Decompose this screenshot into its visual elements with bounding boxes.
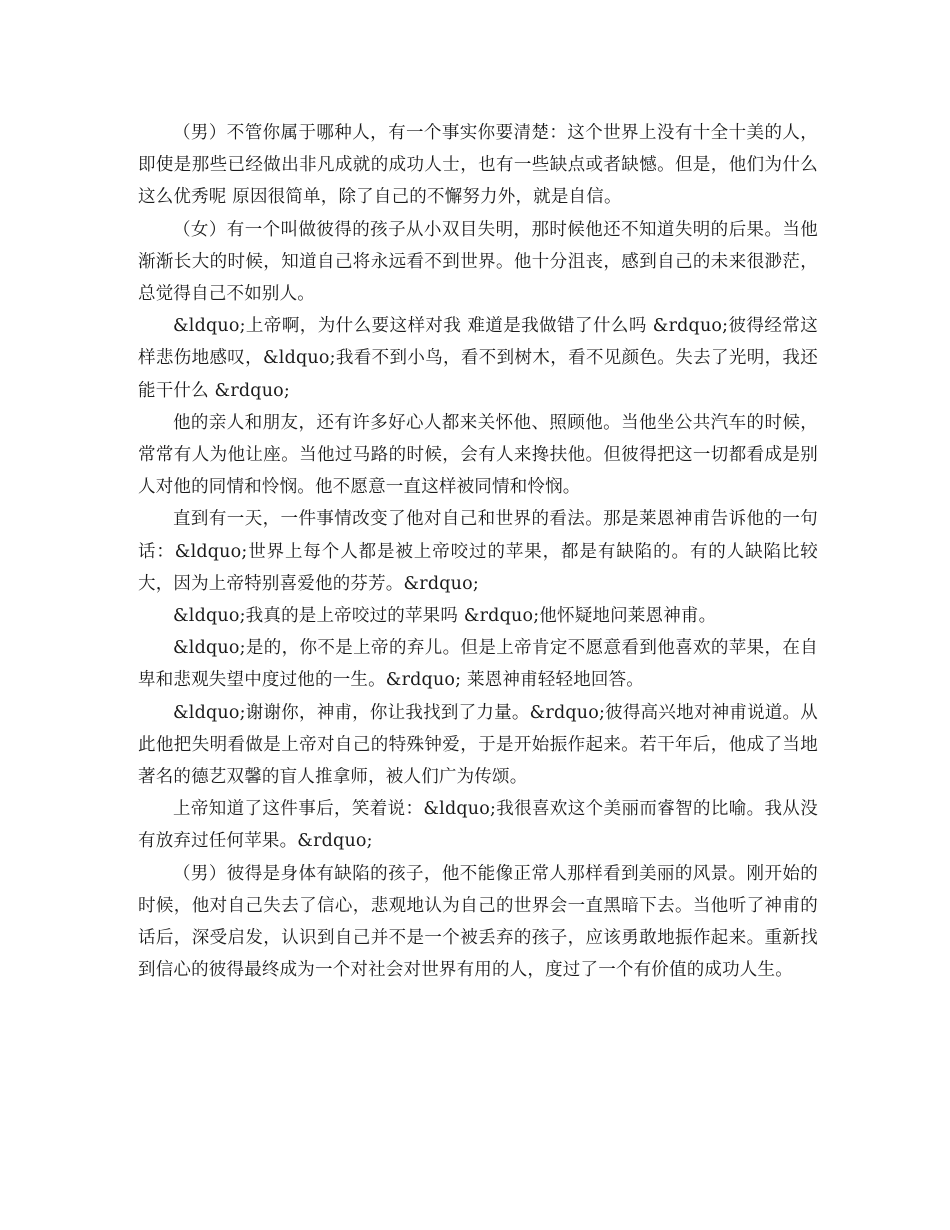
paragraph-8: &ldquo;谢谢你，神甫，你让我找到了力量。&rdquo;彼得高兴地对神甫说道。从此他把失明看做是上帝对自己的特殊钟爱，于是开始振作起来。若干年后，他成了当地著名的德艺双馨的盲人推拿师，被人们广为传颂。 <box>138 702 818 788</box>
paragraph-4: 他的亲人和朋友，还有许多好心人都来关怀他、照顾他。当他坐公共汽车的时候，常常有人为他让座。当他过马路的时候，会有人来搀扶他。但彼得把这一切都看成是别人对他的同情和怜悯。他不愿意一直这样被同情和怜悯。 <box>138 412 818 498</box>
paragraph-3: &ldquo;上帝啊，为什么要这样对我 难道是我做错了什么吗 &rdquo;彼得经常这样悲伤地感叹，&ldquo;我看不到小鸟，看不到树木，看不见颜色。失去了光明，我还能干什么 &rdquo; <box>138 316 818 401</box>
paragraph-2: （女）有一个叫做彼得的孩子从小双目失明，那时候他还不知道失明的后果。当他渐渐长大的时候，知道自己将永远看不到世界。他十分沮丧，感到自己的未来很渺茫，总觉得自己不如别人。 <box>138 219 818 305</box>
paragraph-6: &ldquo;我真的是上帝咬过的苹果吗 &rdquo;他怀疑地问莱恩神甫。 <box>173 606 717 627</box>
paragraph-10: （男）彼得是身体有缺陷的孩子，他不能像正常人那样看到美丽的风景。刚开始的时候，他对自己失去了信心，悲观地认为自己的世界会一直黑暗下去。当他听了神甫的话后，深受启发，认识到自己并不是一个被丢弃的孩子，应该勇敢地振作起来。重新找到信心的彼得最终成为一个对社会对世界有用的人，度过了一个有价值的成功人生。 <box>138 863 818 981</box>
paragraph-7: &ldquo;是的，你不是上帝的弃儿。但是上帝肯定不愿意看到他喜欢的苹果，在自卑和悲观失望中度过他的一生。&rdquo; 莱恩神甫轻轻地回答。 <box>138 638 818 691</box>
paragraph-1: （男）不管你属于哪种人，有一个事实你要清楚：这个世界上没有十全十美的人，即使是那些已经做出非凡成就的成功人士，也有一些缺点或者缺憾。但是，他们为什么这么优秀呢 原因很简单，除了自己的不懈努力外，就是自信。 <box>138 123 818 208</box>
document-body <box>138 117 818 986</box>
paragraph-9: 上帝知道了这件事后，笑着说：&ldquo;我很喜欢这个美丽而睿智的比喻。我从没有放弃过任何苹果。&rdquo; <box>138 799 818 852</box>
paragraph-5: 直到有一天，一件事情改变了他对自己和世界的看法。那是莱恩神甫告诉他的一句话：&ldquo;世界上每个人都是被上帝咬过的苹果，都是有缺陷的。有的人缺陷比较大，因为上帝特别喜爱他的芬芳。&rdquo; <box>138 509 818 594</box>
